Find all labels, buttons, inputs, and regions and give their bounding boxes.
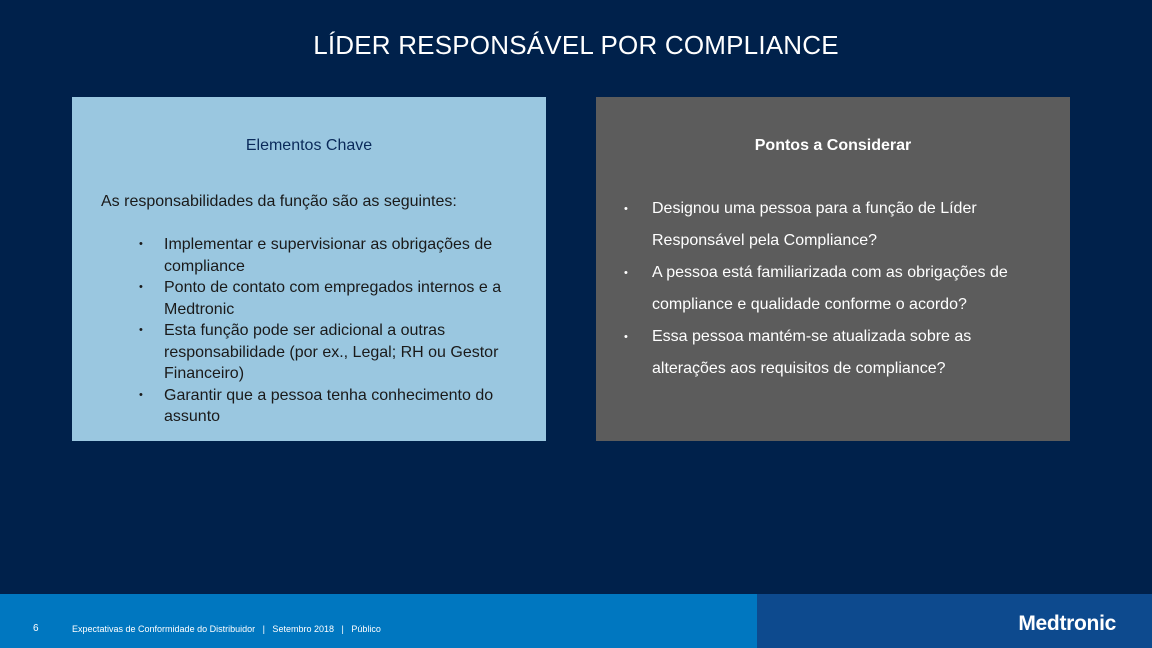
bullet-icon: •: [139, 281, 143, 293]
bullet-icon: •: [624, 331, 628, 343]
bullet-icon: •: [624, 267, 628, 279]
list-item: [72, 320, 546, 385]
considerations-heading: Pontos a Considerar: [754, 137, 912, 154]
footer-bar: [0, 594, 757, 648]
list-item: [596, 193, 1070, 257]
list-item-text: Essa pessoa mantém-se atualizada sobre as alterações aos requisitos de compliance?: [652, 328, 972, 377]
footer-text: Expectativas de Conformidade do Distribuidor | Setembro 2018 | Público: [72, 624, 381, 634]
bullet-icon: •: [139, 388, 143, 401]
considerations-panel: [596, 97, 1070, 441]
key-elements-list: [72, 234, 546, 428]
bullet-icon: •: [139, 324, 143, 336]
list-item-text: Designou uma pessoa para a função de Líder Responsável pela Compliance?: [652, 200, 977, 249]
bullet-icon: •: [624, 203, 628, 215]
list-item-text: Ponto de contato com empregados internos e a Medtronic: [164, 279, 502, 318]
page-number: 6: [33, 623, 39, 634]
list-item-text: Implementar e supervisionar as obrigações de compliance: [164, 236, 493, 275]
page-title: LÍDER RESPONSÁVEL POR COMPLIANCE: [313, 30, 839, 60]
bullet-icon: •: [139, 238, 143, 250]
key-elements-heading: Elementos Chave: [245, 137, 373, 154]
list-item-text: Garantir que a pessoa tenha conhecimento do assunto: [164, 386, 494, 425]
list-item: [72, 277, 546, 320]
list-item: [596, 257, 1070, 321]
list-item-text: A pessoa está familiarizada com as obrigações de compliance e qualidade conforme o acordo?: [652, 264, 1008, 313]
medtronic-logo: Medtronic: [1018, 612, 1116, 635]
list-item: [72, 234, 546, 277]
list-item-text: Esta função pode ser adicional a outras responsabilidade (por ex., Legal; RH ou Gestor Financeiro): [164, 322, 499, 382]
key-elements-intro: As responsabilidades da função são as seguintes:: [101, 193, 457, 210]
considerations-list: [596, 193, 1070, 385]
key-elements-panel: [72, 97, 546, 441]
list-item: [596, 321, 1070, 385]
list-item: [72, 385, 546, 428]
